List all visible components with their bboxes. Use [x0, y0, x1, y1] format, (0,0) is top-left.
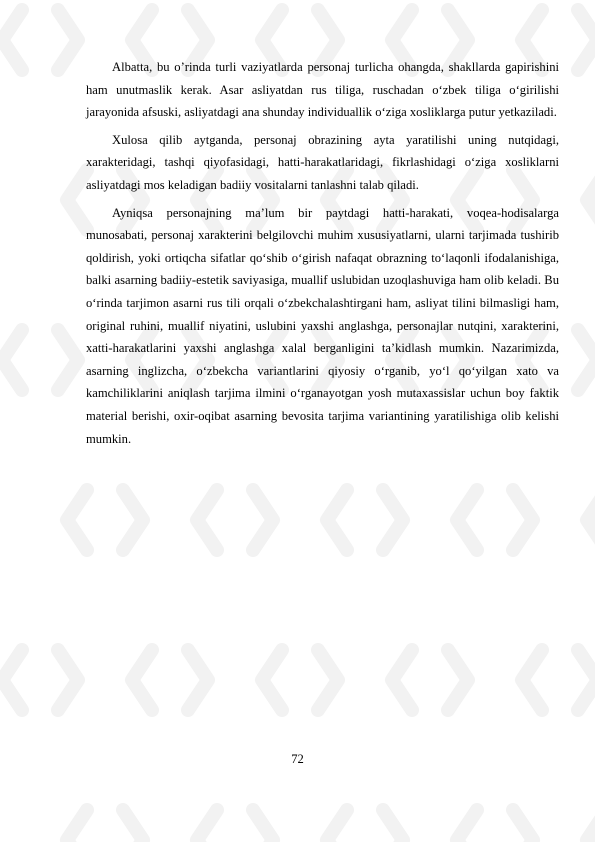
document-body [86, 56, 559, 455]
watermark-shape [123, 490, 143, 550]
watermark-shape [2, 10, 22, 70]
watermark-shape [578, 10, 595, 70]
watermark-shape [392, 650, 412, 710]
watermark-shape [58, 330, 78, 390]
watermark-shape [327, 490, 347, 550]
watermark-shape [253, 810, 273, 842]
watermark-shape [132, 650, 152, 710]
paragraph-3: Ayniqsa personajning ma’lum bir paytdagi hatti-harakati, voqea-hodisalarga munosabati, personaj xarakterini belgilovchi muhim xususiyatlarni, ularni tarjimada tushirib qoldirish, yoki ortiqcha sifatlar qo‘shib o‘girish nafaqat obrazning to‘laqonli ifodalanishiga, balki asarning badiiy-estetik saviyasiga, muallif uslubidan uzoqlashuviga ham olib keladi. Bu o‘rinda tarjimon asarni rus tili orqali o‘zbekchalashtirgani ham, asliyat tilini bilmasligi ham, original ruhini, muallif niyatini, uslubini yaxshi anglashga, personajlar nutqini, xarakterini, xatti-harakatlarini yaxshi anglashga xalal berganligini ta’kidlash mumkin. Nazarimizda, asarning inglizcha, o‘zbekcha variantlarini qiyosiy o‘rganib, yo‘l qo‘yilgan xato va kamchiliklarini aniqlash tarjima ilmini o‘rganayotgan yosh mutaxassislar uchun boy faktik material berishi, oxir-oqibat asarning bevosita tarjima variantining yaratilishiga olib kelishi mumkin. [86, 205, 559, 446]
watermark-shape [58, 10, 78, 70]
watermark-shape [188, 650, 208, 710]
watermark-shape [262, 650, 282, 710]
watermark-shape [2, 330, 22, 390]
paragraph-1: Albatta, bu o’rinda turli vaziyatlarda personaj turlicha ohangda, shakllarda gapirishini ham unutmaslik kerak. Asar asliyatdan rus tiliga, ruschadan o‘zbek tiliga o‘girilishi jarayonida afsuski, asliyatdagi ana shunday individuallik o‘ziga xosliklarga putur yetkaziladi. [86, 60, 559, 120]
watermark-shape [197, 490, 217, 550]
watermark-shape [578, 650, 595, 710]
watermark-shape [67, 490, 87, 550]
watermark-shape [513, 810, 533, 842]
watermark-shape [578, 330, 595, 390]
watermark-shape [522, 650, 542, 710]
watermark-shape [58, 650, 78, 710]
page-number: 72 [291, 752, 304, 766]
watermark-shape [2, 650, 22, 710]
watermark-shape [123, 810, 143, 842]
watermark-shape [327, 810, 347, 842]
watermark-shape [513, 490, 533, 550]
watermark-shape [253, 490, 273, 550]
watermark-shape [587, 170, 595, 230]
watermark-shape [67, 170, 87, 230]
paragraph-2: Xulosa qilib aytganda, personaj obrazining ayta yaratilishi uning nutqidagi, xarakteridagi, tashqi qiyofasidagi, hatti-harakatlaridagi, fikrlashidagi o‘ziga xosliklarni asliyatdagi mos keladigan badiiy vositalarni tanlashni talab qiladi. [86, 132, 559, 192]
watermark-shape [587, 810, 595, 842]
watermark-shape [197, 810, 217, 842]
watermark-shape [587, 490, 595, 550]
watermark-shape [448, 650, 468, 710]
watermark-shape [67, 810, 87, 842]
watermark-shape [383, 490, 403, 550]
watermark-shape [457, 810, 477, 842]
watermark-shape [383, 810, 403, 842]
watermark-shape [457, 490, 477, 550]
watermark-shape [318, 650, 338, 710]
